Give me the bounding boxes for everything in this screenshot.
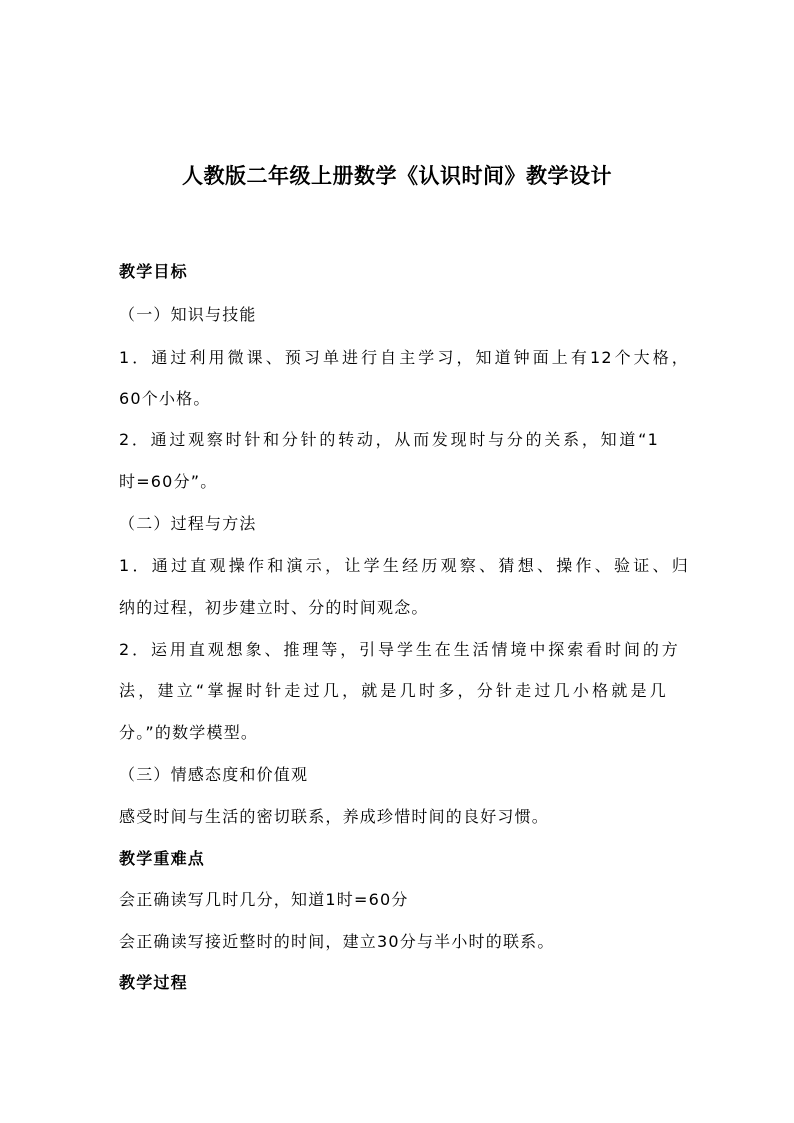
document-title: 人教版二年级上册数学《认识时间》教学设计 <box>182 164 612 188</box>
paragraph-line: 1．通过直观操作和演示，让学生经历观察、猜想、操作、验证、归 <box>119 556 689 575</box>
paragraph-line: 2．运用直观想象、推理等，引导学生在生活情境中探索看时间的方 <box>119 640 679 659</box>
subsection-heading-process-methods: （二）过程与方法 <box>119 514 257 533</box>
paragraph-line: 会正确读写接近整时的时间，建立30分与半小时的联系。 <box>119 932 555 951</box>
paragraph-line: 2．通过观察时针和分针的转动，从而发现时与分的关系，知道“1 <box>119 430 659 449</box>
paragraph-line: 感受时间与生活的密切联系，养成珍惜时间的良好习惯。 <box>119 807 550 826</box>
paragraph-line: 会正确读写几时几分，知道1时=60分 <box>119 890 409 909</box>
paragraph-line: 1．通过利用微课、预习单进行自主学习，知道钟面上有12个大格， <box>119 348 689 367</box>
paragraph-line: 时=60分”。 <box>119 472 218 491</box>
section-heading-teaching-goals: 教学目标 <box>119 262 188 281</box>
subsection-heading-emotion-values: （三）情感态度和价值观 <box>119 765 309 784</box>
subsection-heading-knowledge-skills: （一）知识与技能 <box>119 305 257 324</box>
paragraph-line: 法，建立“掌握时针走过几，就是几时多，分针走过几小格就是几 <box>119 681 667 700</box>
paragraph-line: 分。”的数学模型。 <box>119 723 259 742</box>
paragraph-line: 60个小格。 <box>119 389 211 408</box>
section-heading-key-difficult-points: 教学重难点 <box>119 849 206 868</box>
paragraph-line: 纳的过程，初步建立时、分的时间观念。 <box>119 598 429 617</box>
section-heading-teaching-process: 教学过程 <box>119 973 188 992</box>
